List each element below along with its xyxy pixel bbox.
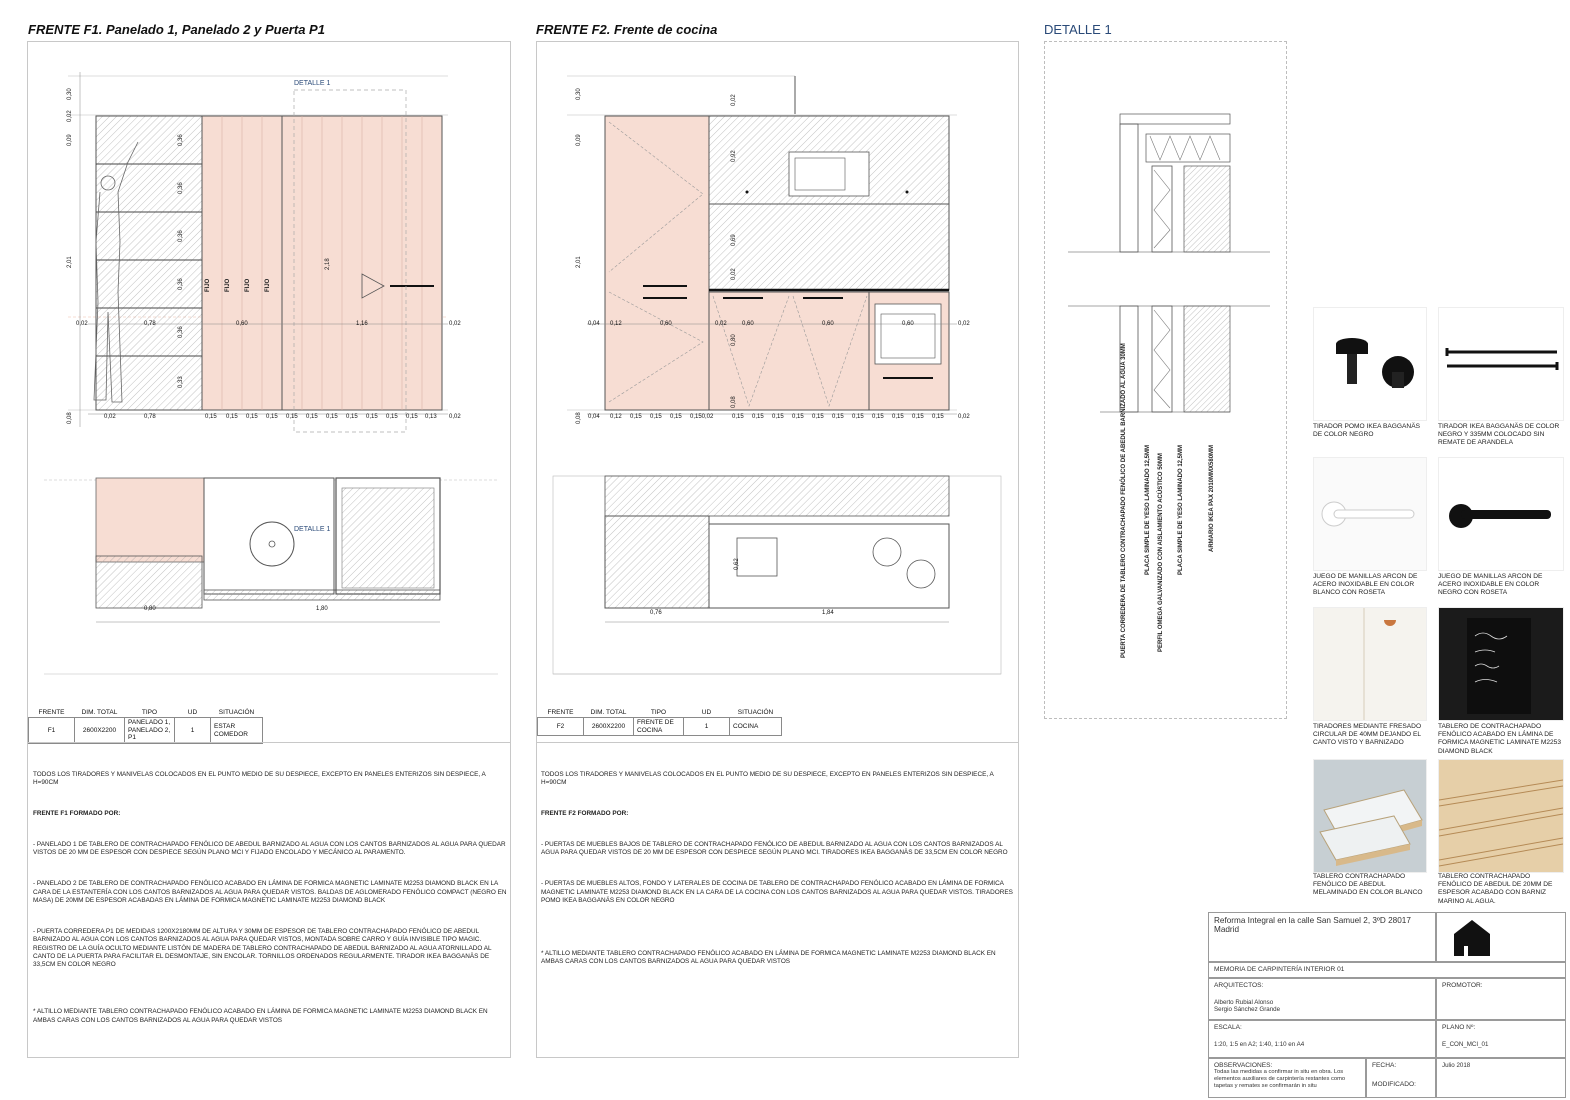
dim: 0,15: [326, 414, 338, 420]
table-cell: 1: [684, 718, 730, 736]
dim: 0,15: [266, 414, 278, 420]
dim: 0,15: [752, 414, 764, 420]
f2-notes: [541, 754, 1013, 981]
dim: 0,02: [958, 321, 970, 327]
dim: 0,04: [588, 321, 600, 327]
dim: 1,84: [822, 610, 834, 616]
table-cell: ESTAR COMEDOR: [211, 718, 263, 743]
modificado-label: MODIFICADO:: [1372, 1081, 1416, 1088]
dim: 0,15: [346, 414, 358, 420]
dim: 0,02: [104, 414, 116, 420]
arquitectos-cell: [1208, 978, 1436, 1020]
dim: 0,15: [832, 414, 844, 420]
dim: 0,78: [144, 414, 156, 420]
dim: 0,09: [576, 134, 582, 146]
dim: 0,15: [386, 414, 398, 420]
table-cell: 2600X2200: [75, 718, 125, 743]
detalle-drawing: [1060, 100, 1280, 430]
dim: 0,60: [902, 321, 914, 327]
dim: 0,08: [576, 412, 582, 424]
table-header-row: [29, 708, 263, 718]
table-cell: COCINA: [730, 718, 782, 736]
lever-black-icon: [1438, 457, 1564, 571]
blackboard-icon: [1438, 607, 1564, 721]
note-paragraph: - PUERTA CORREDERA P1 DE MEDIDAS 1200X2180MM DE ALTURA Y 30MM DE ESPESOR DE TABLERO CONTRACHAPADO FENÓLICO DE ABEDUL BARNIZADO AL AGUA CON LOS CANTOS BARNIZADOS AL AGUA PARA QUEDAR VISTOS, MONTADA SOBRE CARRO Y GUÍA INVISIBLE TIPO MAGIC. REGISTRO DE LA GUÍA OCULTO MEDIANTE LISTÓN DE MADERA DE TABLERO CONTRACHAPADO DE ABEDUL BARNIZADO AL AGUA ATORNILLADO AL CANTO DE LA PUERTA PARA FACILITAR EL DESMONTAJE, SIN ENCOLAR. TORNILLOS ORDENADOS REGULARMENTE. TIRADOR IKEA BAGGANÄS DE 33,5CM EN COLOR NEGRO: [33, 927, 494, 969]
note-paragraph: FRENTE F1 FORMADO POR:: [33, 809, 121, 817]
fecha-cell: [1366, 1058, 1436, 1098]
architect-name: Sergio Sánchez Grande: [1214, 1006, 1281, 1013]
dim: 2,01: [67, 256, 73, 268]
project-name: Reforma Integral en la calle San Samuel 2, 3ºD 28017 Madrid: [1208, 912, 1436, 962]
f2-schedule-table: [537, 708, 782, 736]
dim: 0,78: [144, 321, 156, 327]
table-row: [29, 718, 263, 743]
note-paragraph: TODOS LOS TIRADORES Y MANIVELAS COLOCADOS EN EL PUNTO MEDIO DE SU DESPIECE, EXCEPTO EN PANELES ENTERIZOS SIN DESPIECE, A H=90CM: [541, 770, 996, 786]
table-header-row: [538, 708, 782, 718]
dim: 0,09: [67, 134, 73, 146]
dim: 0,60: [822, 321, 834, 327]
dim: 0,15: [932, 414, 944, 420]
dim: 0,15: [872, 414, 884, 420]
table-header: TIPO: [634, 708, 684, 718]
dim: 0,30: [67, 88, 73, 100]
dim: 0,15: [772, 414, 784, 420]
dim: 0,60: [660, 321, 672, 327]
f1-detail-label: DETALLE 1: [294, 80, 331, 87]
table-cell: F2: [538, 718, 584, 736]
observaciones-label: OBSERVACIONES:: [1214, 1062, 1273, 1069]
materials-grid: [1313, 307, 1567, 907]
dim: 0,15: [852, 414, 864, 420]
dim: 0,15: [246, 414, 258, 420]
table-cell: FRENTE DE COCINA: [634, 718, 684, 736]
dim: 0,15: [650, 414, 662, 420]
milled-pull-icon: [1313, 607, 1427, 721]
dim: 0,30: [576, 88, 582, 100]
escala-label: ESCALA:: [1214, 1024, 1242, 1031]
oven-icon: [875, 304, 941, 364]
dim: 0,15: [670, 414, 682, 420]
table-header: UD: [175, 708, 211, 718]
dim: 0,15: [366, 414, 378, 420]
table-header: DIM. TOTAL: [75, 708, 125, 718]
dim: 0,36: [178, 230, 184, 242]
dim: 0,08: [67, 412, 73, 424]
dim: 0,36: [178, 134, 184, 146]
dim: 0,15: [286, 414, 298, 420]
detalle-label: PLACA SIMPLE DE YESO LAMINADO 12,5MM: [1178, 444, 1184, 575]
dim: 0,150,02: [690, 414, 714, 420]
note-paragraph: TODOS LOS TIRADORES Y MANIVELAS COLOCADOS EN EL PUNTO MEDIO DE SU DESPIECE, EXCEPTO EN PANELES ENTERIZOS SIN DESPIECE, A H=90CM: [33, 770, 488, 786]
microwave-icon: [789, 152, 869, 196]
note-paragraph: * ALTILLO MEDIANTE TABLERO CONTRACHAPADO FENÓLICO ACABADO EN LÁMINA DE FORMICA MAGNETIC LAMINATE M2253 DIAMOND BLACK EN AMBAS CARAS CON LOS CANTOS BARNIZADOS AL AGUA PARA QUEDAR VISTOS: [541, 949, 998, 966]
detalle-label: PLACA SIMPLE DE YESO LAMINADO 12,5MM: [1145, 444, 1151, 575]
dim: 2,01: [576, 256, 582, 268]
table-header: FRENTE: [29, 708, 75, 718]
material-caption: TIRADOR IKEA BAGGANÄS DE COLOR NEGRO Y 335MM COLOCADO SIN REMATE DE ARANDELA: [1438, 423, 1560, 447]
lever-white-icon: [1313, 457, 1427, 571]
dim: 0,62: [734, 558, 740, 570]
observaciones-cell: [1208, 1058, 1366, 1098]
dim: 0,69: [731, 234, 737, 246]
dim: 0,76: [650, 610, 662, 616]
note-paragraph: - PUERTAS DE MUEBLES ALTOS, FONDO Y LATERALES DE COCINA DE TABLERO DE CONTRACHAPADO FENÓLICO ACABADO EN LÁMINA DE FORMICA MAGNETIC LAMINATE M2253 DIAMOND BLACK EN LA CARA DE LA COCINA CON LOS CANTOS BARNIZADOS AL AGUA PARA QUEDAR VISTOS. TIRADORES POMO IKEA BAGGANÄS EN COLOR NEGRO: [541, 880, 1015, 904]
fijo-label-3: FIJO: [245, 278, 251, 292]
material-caption: TIRADOR POMO IKEA BAGGANÄS DE COLOR NEGRO: [1313, 423, 1420, 439]
note-paragraph: FRENTE F2 FORMADO POR:: [541, 809, 629, 817]
white-plywood-icon: [1313, 759, 1427, 873]
escala-cell: [1208, 1020, 1436, 1058]
fecha-value: Julio 2018: [1442, 1062, 1471, 1069]
dim: 0,36: [178, 182, 184, 194]
dim: 0,15: [306, 414, 318, 420]
dim: 0,33: [178, 376, 184, 388]
plano-value: E_CON_MCI_01: [1442, 1041, 1489, 1048]
f1-schedule-table: [28, 708, 263, 744]
promotor-label: PROMOTOR:: [1442, 982, 1483, 989]
birch-plywood-icon: [1438, 759, 1564, 873]
dim: 0,15: [630, 414, 642, 420]
f1-plan-detail-label: DETALLE 1: [294, 526, 331, 533]
frente-f1-drawing: [28, 42, 510, 682]
dim: 0,60: [236, 321, 248, 327]
table-header: DIM. TOTAL: [584, 708, 634, 718]
frente-f2-drawing: [537, 42, 1018, 682]
dim: 0,02: [449, 414, 461, 420]
dim: 0,15: [732, 414, 744, 420]
dim: 0,80: [731, 334, 737, 346]
table-row: [538, 718, 782, 736]
dim: 0,36: [178, 326, 184, 338]
detalle-title: DETALLE 1: [1044, 22, 1112, 37]
logo: [1436, 912, 1566, 962]
architect-name: Alberto Rubial Alonso: [1214, 999, 1274, 1006]
dim: 0,02: [449, 321, 461, 327]
observaciones-value: Todas las medidas a confirmar in situ en obra. Los elementos auxiliares de carpintería restantes como tapetas y remates se confirmarán in situ: [1214, 1069, 1346, 1089]
plano-cell: [1436, 1020, 1566, 1058]
material-caption: TABLERO CONTRACHAPADO FENÓLICO DE ABEDUL DE 20MM DE ESPESOR ACABADO CON BARNIZ MARINO AL AGUA.: [1438, 873, 1553, 905]
title-block: [1208, 912, 1566, 1098]
detalle-label: PUERTA CORREDERA DE TABLERO CONTRACHAPADO FENÓLICO DE ABEDUL BARNIZADO AL AGUA 30MM: [1121, 343, 1127, 658]
dim: 0,15: [792, 414, 804, 420]
dim: 1,80: [316, 606, 328, 612]
house-logo-icon: [1442, 916, 1502, 960]
dim: 0,02: [731, 268, 737, 280]
dim: 0,12: [610, 414, 622, 420]
document-title: MEMORIA DE CARPINTERÍA INTERIOR 01: [1208, 962, 1566, 978]
detalle-label: PERFIL OMEGA GALVANIZADO CON AISLAMIENTO ACÚSTICO 50MM: [1158, 453, 1164, 652]
fijo-label-2: FIJO: [225, 278, 231, 292]
dim: 0,02: [76, 321, 88, 327]
material-caption: TABLERO DE CONTRACHAPADO FENÓLICO ACABADO EN LÁMINA DE FORMICA MAGNETIC LAMINATE M2253 DIAMOND BLACK: [1438, 723, 1561, 755]
note-paragraph: - PANELADO 1 DE TABLERO DE CONTRACHAPADO FENÓLICO DE ABEDUL BARNIZADO AL AGUA CON LOS CANTOS BARNIZADOS AL AGUA PARA QUEDAR VISTOS DE 20 MM DE ESPESOR CON DESPIECE SEGÚN PLANO MCI Y FIJADO ENCOLADO Y MECÁNICO AL PARAMENTO.: [33, 840, 508, 857]
dim: 0,04: [588, 414, 600, 420]
knob-icon: [1313, 307, 1427, 421]
table-header: SITUACIÓN: [730, 708, 782, 718]
table-cell: 1: [175, 718, 211, 743]
bar-handle-icon: [1438, 307, 1564, 421]
escala-value: 1:20, 1:5 en A2; 1:40, 1:10 en A4: [1214, 1041, 1305, 1048]
fecha-label: FECHA:: [1372, 1062, 1397, 1069]
dim: 0,36: [178, 278, 184, 290]
dim: 0,80: [144, 606, 156, 612]
material-caption: TABLERO CONTRACHAPADO FENÓLICO DE ABEDUL MELAMINADO EN COLOR BLANCO: [1313, 873, 1423, 897]
dim: 0,13: [425, 414, 437, 420]
dim: 0,92: [731, 150, 737, 162]
material-caption: JUEGO DE MANILLAS ARCON DE ACERO INOXIDABLE EN COLOR NEGRO CON ROSETA: [1438, 573, 1543, 597]
dim: 0,08: [731, 396, 737, 408]
note-paragraph: - PANELADO 2 DE TABLERO DE CONTRACHAPADO FENÓLICO ACABADO EN LÁMINA DE FORMICA MAGNETIC LAMINATE M2253 DIAMOND BLACK EN LA CARA DE LA ESTANTERÍA CON LOS CANTOS BARNIZADOS AL AGUA PARA QUEDAR VISTOS. BALDAS DE AGLOMERADO FENÓLICO COMPACT (NEGRO EN MASA) DE 20MM DE ESPESOR ACABADAS EN LÁMINA DE FORMICA MAGNETIC LAMINATE M2253 DIAMOND BLACK: [33, 880, 509, 904]
table-header: TIPO: [125, 708, 175, 718]
table-header: SITUACIÓN: [211, 708, 263, 718]
material-caption: JUEGO DE MANILLAS ARCON DE ACERO INOXIDABLE EN COLOR BLANCO CON ROSETA: [1313, 573, 1418, 597]
fecha-value-cell: [1436, 1058, 1566, 1098]
promotor-cell: [1436, 978, 1566, 1020]
fijo-label-1: FIJO: [205, 278, 211, 292]
detalle-label: ARMARIO IKEA PAX 2010MMX580MM: [1209, 444, 1215, 552]
plano-label: PLANO Nº:: [1442, 1024, 1476, 1031]
note-paragraph: * ALTILLO MEDIANTE TABLERO CONTRACHAPADO FENÓLICO ACABADO EN LÁMINA DE FORMICA MAGNETIC LAMINATE M2253 DIAMOND BLACK EN AMBAS CARAS CON LOS CANTOS BARNIZADOS AL AGUA PARA QUEDAR VISTOS: [33, 1008, 490, 1024]
dim: 0,15: [912, 414, 924, 420]
dim: 0,15: [812, 414, 824, 420]
material-caption: TIRADORES MEDIANTE FRESADO CIRCULAR DE 40MM DEJANDO EL CANTO VISTO Y BARNIZADO: [1313, 723, 1422, 747]
arquitectos-label: ARQUITECTOS:: [1214, 982, 1264, 989]
note-paragraph: - PUERTAS DE MUEBLES BAJOS DE TABLERO DE CONTRACHAPADO FENÓLICO DE ABEDUL BARNIZADO AL AGUA CON LOS CANTOS BARNIZADOS AL AGUA PARA QUEDAR VISTOS DE 20 MM DE ESPESOR CON DESPIECE SEGÚN PLANO MCI. TIRADORES IKEA BAGGANÄS DE 33,5CM EN COLOR NEGRO: [541, 840, 1008, 857]
dim: 0,15: [892, 414, 904, 420]
dim: 2,18: [325, 258, 331, 270]
frente-f2-title: FRENTE F2. Frente de cocina: [536, 22, 718, 37]
table-cell: F1: [29, 718, 75, 743]
dim: 0,02: [958, 414, 970, 420]
table-header: UD: [684, 708, 730, 718]
dim: 0,60: [742, 321, 754, 327]
fijo-label-4: FIJO: [265, 278, 271, 292]
dim: 0,15: [226, 414, 238, 420]
table-cell: 2600X2200: [584, 718, 634, 736]
dim: 0,02: [731, 94, 737, 106]
dim: 0,12: [610, 321, 622, 327]
table-header: FRENTE: [538, 708, 584, 718]
dim: 0,15: [406, 414, 418, 420]
f1-notes: [33, 754, 507, 1039]
frente-f1-title: FRENTE F1. Panelado 1, Panelado 2 y Puerta P1: [28, 22, 325, 37]
dim: 0,02: [67, 110, 73, 122]
table-cell: PANELADO 1, PANELADO 2, P1: [125, 718, 175, 743]
dim: 0,15: [205, 414, 217, 420]
dim: 0,02: [715, 321, 727, 327]
dim: 1,16: [356, 321, 368, 327]
